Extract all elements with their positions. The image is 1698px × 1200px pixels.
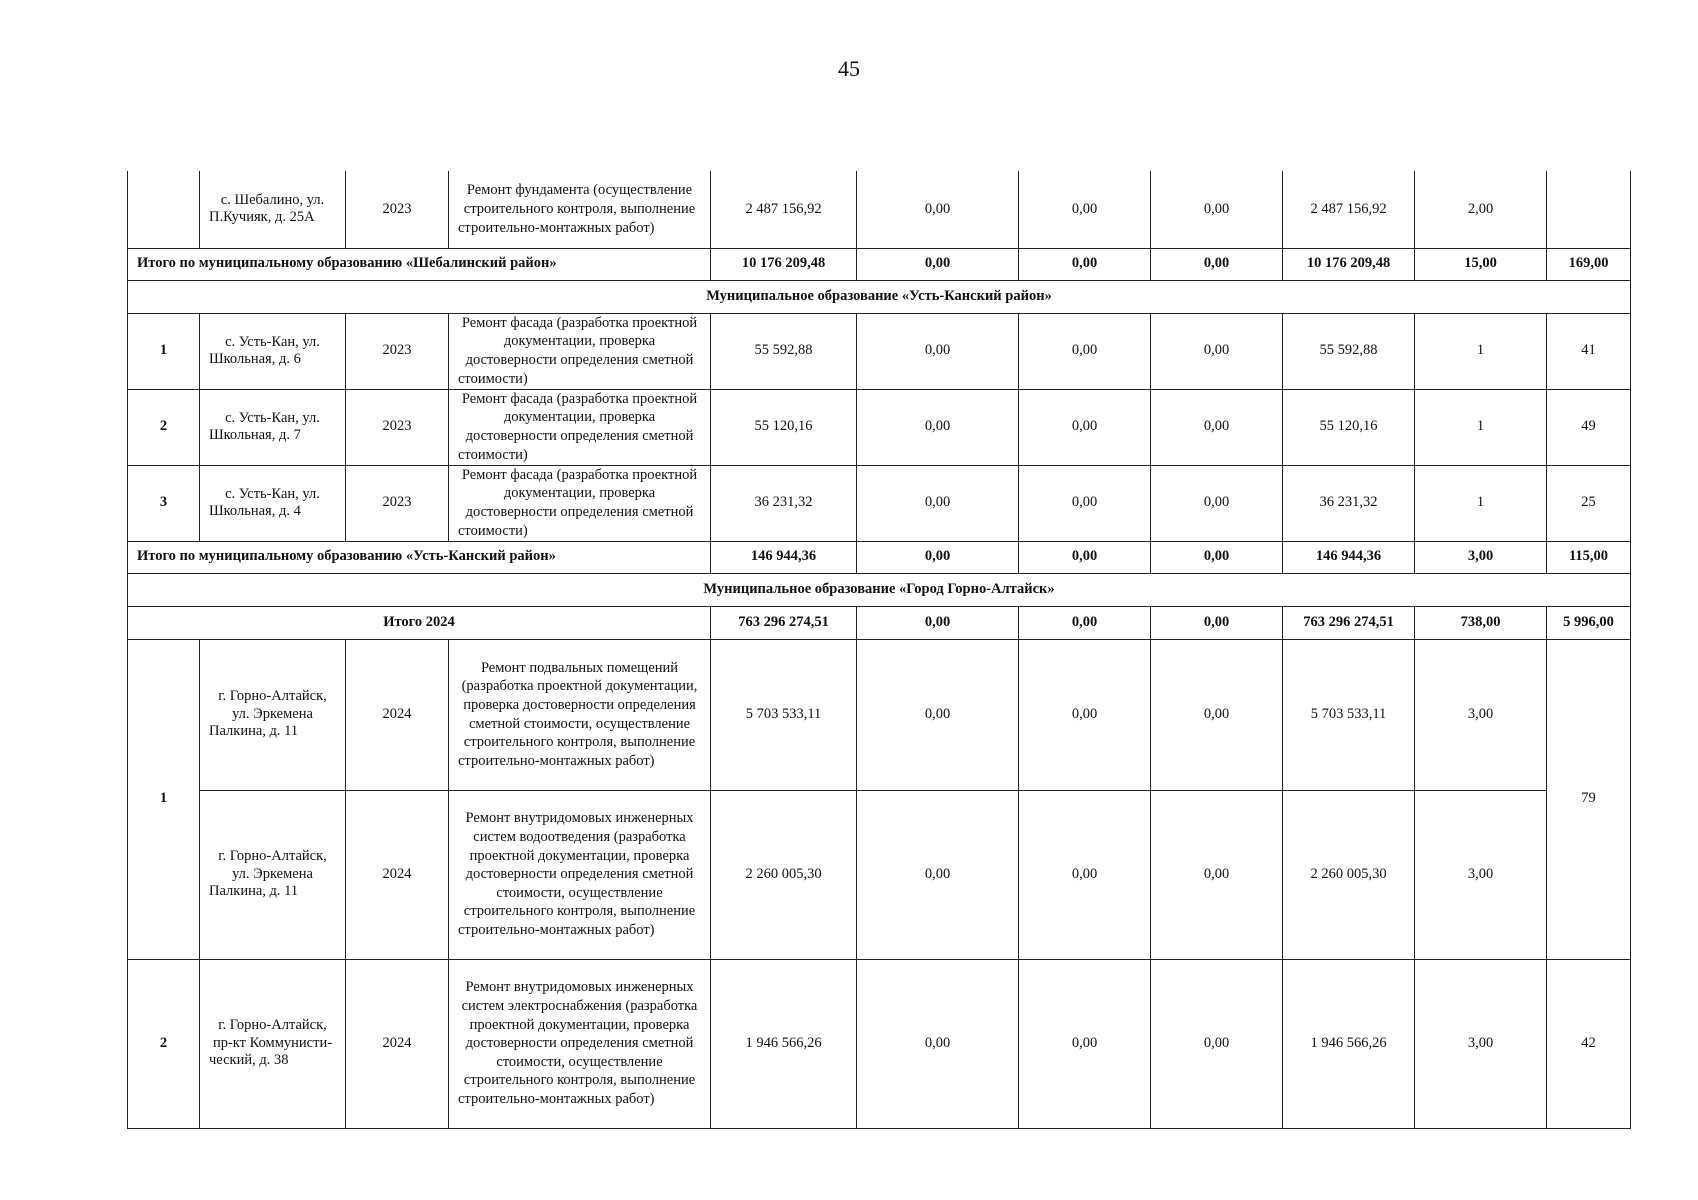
- subtotal-area: 15,00: [1415, 248, 1547, 280]
- table-row: [128, 959, 1631, 1128]
- area-cell: 1: [1415, 389, 1547, 465]
- subtotal-cost-owner: 10 176 209,48: [1283, 248, 1415, 280]
- table-row: [128, 389, 1631, 465]
- subtotal-cost: 0,00: [857, 248, 1019, 280]
- table-row: [128, 790, 1631, 959]
- subtotal-cost-total: 10 176 209,48: [711, 248, 857, 280]
- work-description-cell: Ремонт фасада (разработка проектной документации, проверка достоверности определения сметной стоимости): [449, 389, 711, 465]
- cost-cell: 0,00: [1151, 465, 1283, 541]
- cost-cell: 0,00: [1019, 465, 1151, 541]
- subtotal-row: [128, 541, 1631, 573]
- row-number: [128, 171, 200, 248]
- year-cell: 2024: [346, 790, 449, 959]
- subtotal-label: Итого по муниципальному образованию «Усть-Канский район»: [128, 541, 711, 573]
- cost-owner-cell: 55 120,16: [1283, 389, 1415, 465]
- year-total-cost: 0,00: [1151, 606, 1283, 639]
- subtotal-count: 115,00: [1547, 541, 1631, 573]
- table-row: [128, 313, 1631, 389]
- address-cell: г. Горно-Алтайск, ул. Эркемена Палкина, д. 11: [200, 639, 346, 790]
- cost-cell: 0,00: [857, 171, 1019, 248]
- cost-cell: 0,00: [1019, 389, 1151, 465]
- address-cell: с. Шебалино, ул. П.Кучияк, д. 25А: [200, 171, 346, 248]
- year-cell: 2024: [346, 639, 449, 790]
- cost-cell: 0,00: [857, 313, 1019, 389]
- page-number: 45: [838, 56, 860, 81]
- year-cell: 2024: [346, 959, 449, 1128]
- cost-owner-cell: 2 487 156,92: [1283, 171, 1415, 248]
- cost-cell: 0,00: [1019, 639, 1151, 790]
- work-description-cell: Ремонт внутридомовых инженерных систем электроснабжения (разработка проектной документации, проверка достоверности определения сметной стоимости, осуществление строительного контроля, выполнение строительно-монтажных работ): [449, 959, 711, 1128]
- subtotal-cost-total: 146 944,36: [711, 541, 857, 573]
- section-header-row: [128, 573, 1631, 606]
- cost-cell: 0,00: [857, 639, 1019, 790]
- year-cell: 2023: [346, 465, 449, 541]
- cost-total-cell: 2 260 005,30: [711, 790, 857, 959]
- count-cell: 49: [1547, 389, 1631, 465]
- count-cell: 25: [1547, 465, 1631, 541]
- count-cell: 41: [1547, 313, 1631, 389]
- subtotal-cost: 0,00: [857, 541, 1019, 573]
- count-cell: 79: [1547, 639, 1631, 959]
- year-total-cost: 0,00: [857, 606, 1019, 639]
- area-cell: 3,00: [1415, 639, 1547, 790]
- count-cell: [1547, 171, 1631, 248]
- work-description-cell: Ремонт фундамента (осуществление строительного контроля, выполнение строительно-монтажных работ): [449, 171, 711, 248]
- section-header-row: [128, 280, 1631, 313]
- cost-cell: 0,00: [1151, 313, 1283, 389]
- area-cell: 1: [1415, 465, 1547, 541]
- section-title: Муниципальное образование «Город Горно-Алтайск»: [128, 573, 1631, 606]
- cost-cell: 0,00: [1151, 959, 1283, 1128]
- year-total-cost: 0,00: [1019, 606, 1151, 639]
- address-cell: г. Горно-Алтайск, ул. Эркемена Палкина, д. 11: [200, 790, 346, 959]
- subtotal-cost: 0,00: [1151, 541, 1283, 573]
- cost-cell: 0,00: [1151, 171, 1283, 248]
- cost-cell: 0,00: [1151, 639, 1283, 790]
- cost-total-cell: 55 592,88: [711, 313, 857, 389]
- cost-total-cell: 5 703 533,11: [711, 639, 857, 790]
- year-total-cost-owner: 763 296 274,51: [1283, 606, 1415, 639]
- cost-owner-cell: 36 231,32: [1283, 465, 1415, 541]
- cost-cell: 0,00: [1019, 313, 1151, 389]
- row-number: 2: [128, 389, 200, 465]
- count-cell: 42: [1547, 959, 1631, 1128]
- cost-owner-cell: 2 260 005,30: [1283, 790, 1415, 959]
- cost-cell: 0,00: [1151, 389, 1283, 465]
- cost-cell: 0,00: [1019, 790, 1151, 959]
- table-row: [128, 639, 1631, 790]
- work-description-cell: Ремонт подвальных помещений (разработка проектной документации, проверка достоверности определения сметной стоимости, осуществление строительного контроля, выполнение строительно-монтажных работ): [449, 639, 711, 790]
- subtotal-cost: 0,00: [1019, 248, 1151, 280]
- area-cell: 1: [1415, 313, 1547, 389]
- subtotal-label: Итого по муниципальному образованию «Шебалинский район»: [128, 248, 711, 280]
- cost-cell: 0,00: [1019, 171, 1151, 248]
- cost-owner-cell: 55 592,88: [1283, 313, 1415, 389]
- year-total-label: Итого 2024: [128, 606, 711, 639]
- area-cell: 3,00: [1415, 790, 1547, 959]
- section-title: Муниципальное образование «Усть-Канский район»: [128, 280, 1631, 313]
- cost-cell: 0,00: [857, 465, 1019, 541]
- year-cell: 2023: [346, 313, 449, 389]
- subtotal-row: [128, 248, 1631, 280]
- year-cell: 2023: [346, 171, 449, 248]
- address-cell: с. Усть-Кан, ул. Школьная, д. 7: [200, 389, 346, 465]
- cost-total-cell: 2 487 156,92: [711, 171, 857, 248]
- cost-cell: 0,00: [857, 790, 1019, 959]
- work-description-cell: Ремонт фасада (разработка проектной документации, проверка достоверности определения сметной стоимости): [449, 313, 711, 389]
- cost-cell: 0,00: [857, 959, 1019, 1128]
- table-row: [128, 465, 1631, 541]
- cost-owner-cell: 5 703 533,11: [1283, 639, 1415, 790]
- subtotal-cost: 0,00: [1019, 541, 1151, 573]
- row-number: 3: [128, 465, 200, 541]
- subtotal-cost-owner: 146 944,36: [1283, 541, 1415, 573]
- row-number: 1: [128, 313, 200, 389]
- year-total-row: [128, 606, 1631, 639]
- address-cell: с. Усть-Кан, ул. Школьная, д. 4: [200, 465, 346, 541]
- cost-owner-cell: 1 946 566,26: [1283, 959, 1415, 1128]
- capital-repair-table: [127, 171, 1631, 1129]
- area-cell: 3,00: [1415, 959, 1547, 1128]
- cost-total-cell: 36 231,32: [711, 465, 857, 541]
- table-row: [128, 171, 1631, 248]
- address-cell: г. Горно-Алтайск, пр-кт Коммунисти-ческий, д. 38: [200, 959, 346, 1128]
- year-total-area: 738,00: [1415, 606, 1547, 639]
- year-cell: 2023: [346, 389, 449, 465]
- area-cell: 2,00: [1415, 171, 1547, 248]
- cost-cell: 0,00: [1019, 959, 1151, 1128]
- cost-total-cell: 1 946 566,26: [711, 959, 857, 1128]
- row-number: 1: [128, 639, 200, 959]
- work-description-cell: Ремонт внутридомовых инженерных систем водоотведения (разработка проектной документации, проверка достоверности определения сметной стоимости, осуществление строительного контроля, выполнение строительно-монтажных работ): [449, 790, 711, 959]
- subtotal-area: 3,00: [1415, 541, 1547, 573]
- row-number: 2: [128, 959, 200, 1128]
- subtotal-cost: 0,00: [1151, 248, 1283, 280]
- year-total-cost-total: 763 296 274,51: [711, 606, 857, 639]
- subtotal-count: 169,00: [1547, 248, 1631, 280]
- work-description-cell: Ремонт фасада (разработка проектной документации, проверка достоверности определения сметной стоимости): [449, 465, 711, 541]
- cost-cell: 0,00: [857, 389, 1019, 465]
- cost-cell: 0,00: [1151, 790, 1283, 959]
- cost-total-cell: 55 120,16: [711, 389, 857, 465]
- address-cell: с. Усть-Кан, ул. Школьная, д. 6: [200, 313, 346, 389]
- year-total-count: 5 996,00: [1547, 606, 1631, 639]
